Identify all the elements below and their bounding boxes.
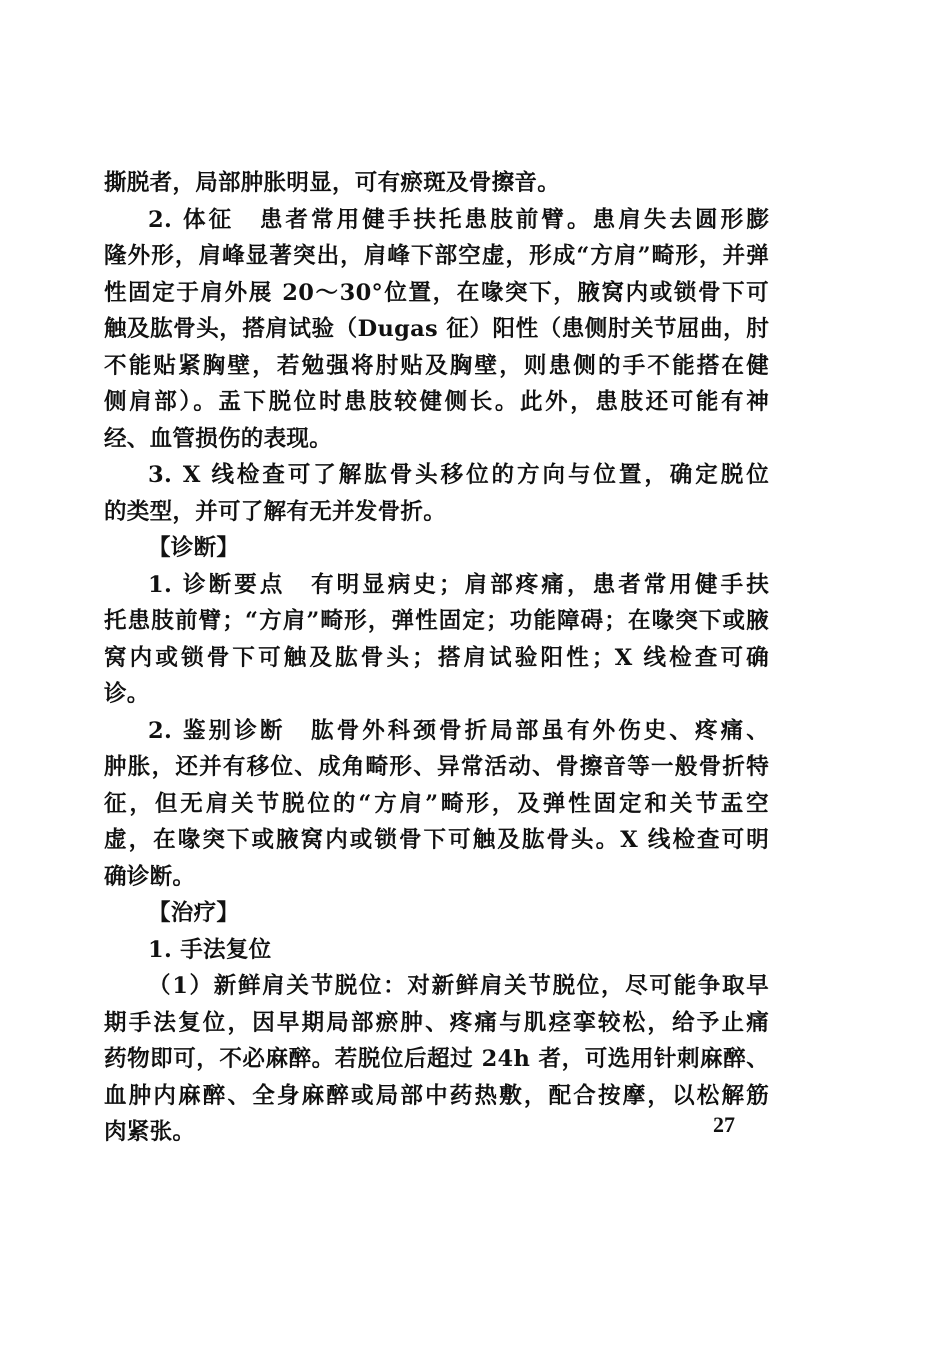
text-line: 隆外形，肩峰显著突出，肩峰下部空虚，形成“方肩”畸形，并弹	[104, 243, 769, 269]
page-body	[104, 165, 769, 1151]
text-line: 虚，在喙突下或腋窝内或锁骨下可触及肱骨头。X 线检查可明	[104, 827, 769, 853]
text-line: 经、血管损伤的表现。	[104, 425, 333, 452]
text-line: 药物即可，不必麻醉。若脱位后超过 24h 者，可选用针刺麻醉、	[104, 1046, 769, 1072]
text-line: 侧肩部）。盂下脱位时患肢较健侧长。此外，患肢还可能有神	[104, 389, 769, 415]
text-line: 托患肢前臂；“方肩”畸形，弹性固定；功能障碍；在喙突下或腋	[104, 608, 769, 634]
text-line: 期手法复位，因早期局部瘀肿、疼痛与肌痉挛较松，给予止痛	[104, 1009, 769, 1036]
text-line: 性固定于肩外展 20～30°位置，在喙突下，腋窝内或锁骨下可	[104, 279, 769, 306]
text-line: 2. 体征 患者常用健手扶托患肢前臂。患肩失去圆形膨	[148, 206, 769, 233]
section-heading-treatment: 【治疗】	[148, 900, 240, 926]
text-line: 的类型，并可了解有无并发骨折。	[104, 498, 447, 525]
page-number: 27	[713, 1112, 735, 1137]
text-line: 触及肱骨头，搭肩试验（Dugas 征）阳性（患侧肘关节屈曲，肘	[104, 316, 769, 342]
text-line: 确诊断。	[104, 863, 196, 890]
text-line: 肿胀，还并有移位、成角畸形、异常活动、骨擦音等一般骨折特	[104, 754, 769, 780]
text-line: 1. 诊断要点 有明显病史；肩部疼痛，患者常用健手扶	[148, 571, 769, 598]
section-heading-diagnosis: 【诊断】	[148, 535, 240, 561]
text-line: （1）新鲜肩关节脱位：对新鲜肩关节脱位，尽可能争取早	[148, 973, 769, 999]
text-line: 窝内或锁骨下可触及肱骨头；搭肩试验阳性；X 线检查可确	[104, 644, 769, 671]
subheading-manual-reduction: 1. 手法复位	[148, 936, 272, 963]
text-line: 征，但无肩关节脱位的“方肩”畸形，及弹性固定和关节盂空	[104, 790, 769, 817]
text-line: 诊。	[104, 681, 150, 707]
text-line: 血肿内麻醉、全身麻醉或局部中药热敷，配合按摩，以松解筋	[104, 1082, 769, 1109]
text-line: 3. X 线检查可了解肱骨头移位的方向与位置，确定脱位	[148, 462, 769, 488]
text-line: 肉紧张。	[104, 1119, 196, 1145]
text-line: 不能贴紧胸壁，若勉强将肘贴及胸壁，则患侧的手不能搭在健	[104, 352, 769, 379]
text-line: 撕脱者，局部肿胀明显，可有瘀斑及骨擦音。	[104, 170, 561, 196]
text-line: 2. 鉴别诊断 肱骨外科颈骨折局部虽有外伤史、疼痛、	[148, 717, 769, 744]
